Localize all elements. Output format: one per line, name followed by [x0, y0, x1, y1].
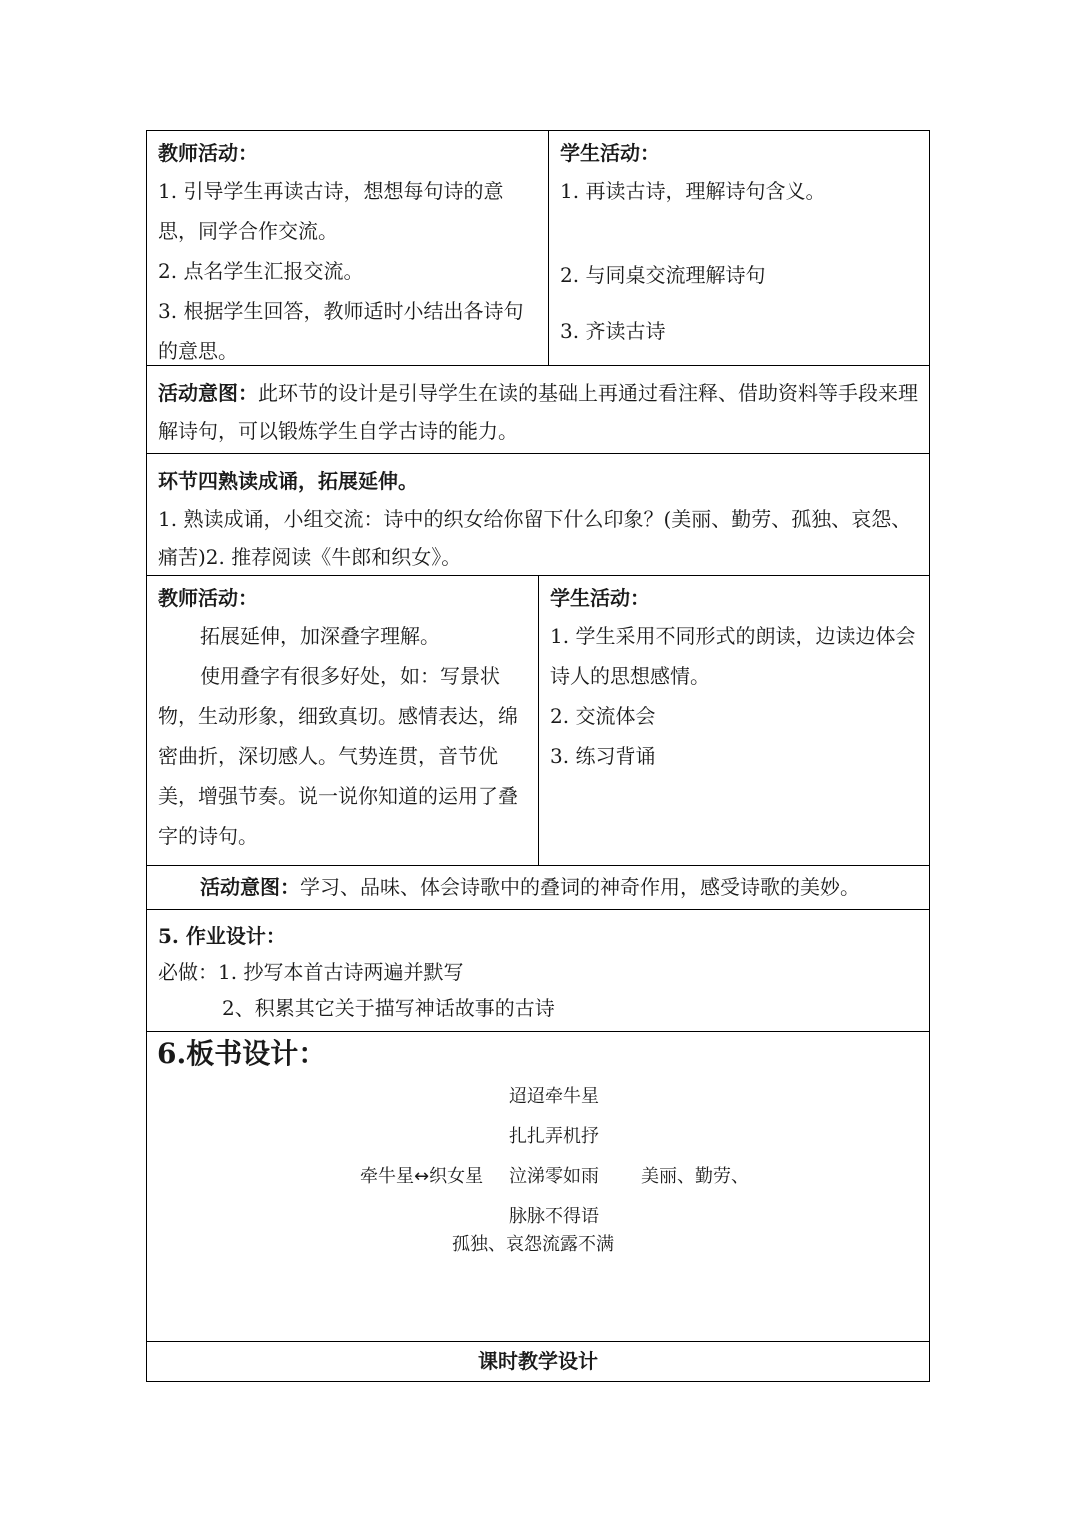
student-item: 3. 齐读古诗: [560, 319, 666, 343]
teacher-paragraph: 使用叠字有很多好处，如：写景状物，生动形象，细致真切。感情表达，绵密曲折，深切感人。气势连贯，音节优美，增强节奏。说一说你知道的运用了叠字的诗句。: [158, 664, 518, 848]
student-activity-heading: 学生活动：: [560, 141, 660, 165]
teacher-activity-heading: 教师活动：: [158, 141, 258, 165]
board-relation: 牵牛星↔织女星: [360, 1166, 484, 1187]
board-impression: 美丽、勤劳、: [641, 1166, 749, 1187]
homework-content: [147, 910, 929, 1032]
teacher-activity-cell: [147, 576, 539, 865]
activity-intent-row-2: [146, 866, 930, 910]
lesson-design-caption: 课时教学设计: [478, 1349, 598, 1373]
teacher-paragraph: 拓展延伸，加深叠字理解。: [200, 624, 440, 648]
teacher-item: 3. 根据学生回答，教师适时小结出各诗句的意思。: [158, 299, 524, 363]
student-item: 3. 练习背诵: [550, 744, 656, 768]
step-four-text: 1. 熟读成诵，小组交流：诗中的织女给你留下什么印象？(美丽、勤劳、孤独、哀怨、痛苦)2. 推荐阅读《牛郎和织女》。: [158, 507, 912, 569]
homework-row: [146, 910, 930, 1032]
student-item: 1. 学生采用不同形式的朗读，边读边体会诗人的思想感情。: [550, 624, 916, 688]
lesson-plan-table: [146, 130, 930, 1382]
student-item: 2. 与同桌交流理解诗句: [560, 263, 766, 287]
student-item: 1. 再读古诗，理解诗句含义。: [560, 179, 826, 203]
activity-intent-text: [147, 866, 929, 912]
teacher-item: 1. 引导学生再读古诗，想想每句诗的意思，同学合作交流。: [158, 179, 504, 243]
student-activity-cell: [539, 576, 929, 865]
board-line: 迢迢牵牛星: [509, 1086, 599, 1107]
board-impression: 孤独、哀怨流露不满: [452, 1234, 614, 1255]
board-design-title: 6.板书设计：: [157, 1037, 327, 1070]
board-design-row: [146, 1032, 930, 1342]
step-four-title: 环节四熟读成诵，拓展延伸。: [158, 469, 418, 493]
student-activity-cell: [549, 131, 929, 365]
student-activity-heading: 学生活动：: [550, 586, 650, 610]
activity-intent-text: [147, 366, 929, 456]
intent-label: 活动意图：: [158, 381, 258, 405]
student-item: 2. 交流体会: [550, 704, 656, 728]
homework-line: 2、积累其它关于描写神话故事的古诗: [222, 996, 555, 1020]
activity-row-2: [146, 576, 930, 866]
homework-line: 必做：1. 抄写本首古诗两遍并默写: [158, 960, 464, 984]
board-line: 扎扎弄机抒: [509, 1126, 599, 1147]
board-line: 脉脉不得语: [509, 1206, 599, 1227]
step-four-row: [146, 454, 930, 576]
teacher-activity-cell: [147, 131, 549, 365]
board-design-header: [147, 1032, 929, 1076]
teacher-item: 2. 点名学生汇报交流。: [158, 259, 364, 283]
activity-intent-row-1: [146, 366, 930, 454]
step-four-content: [147, 454, 929, 582]
homework-title: 5. 作业设计：: [158, 924, 286, 948]
footer-row: [146, 1342, 930, 1382]
intent-body: 学习、品味、体会诗歌中的叠词的神奇作用，感受诗歌的美妙。: [300, 875, 860, 899]
activity-row-1: [146, 130, 930, 366]
board-line: 泣涕零如雨: [509, 1166, 599, 1187]
intent-body: 此环节的设计是引导学生在读的基础上再通过看注释、借助资料等手段来理解诗句，可以锻炼学生自学古诗的能力。: [158, 381, 918, 443]
teacher-activity-heading: 教师活动：: [158, 586, 258, 610]
intent-label: 活动意图：: [200, 875, 300, 899]
